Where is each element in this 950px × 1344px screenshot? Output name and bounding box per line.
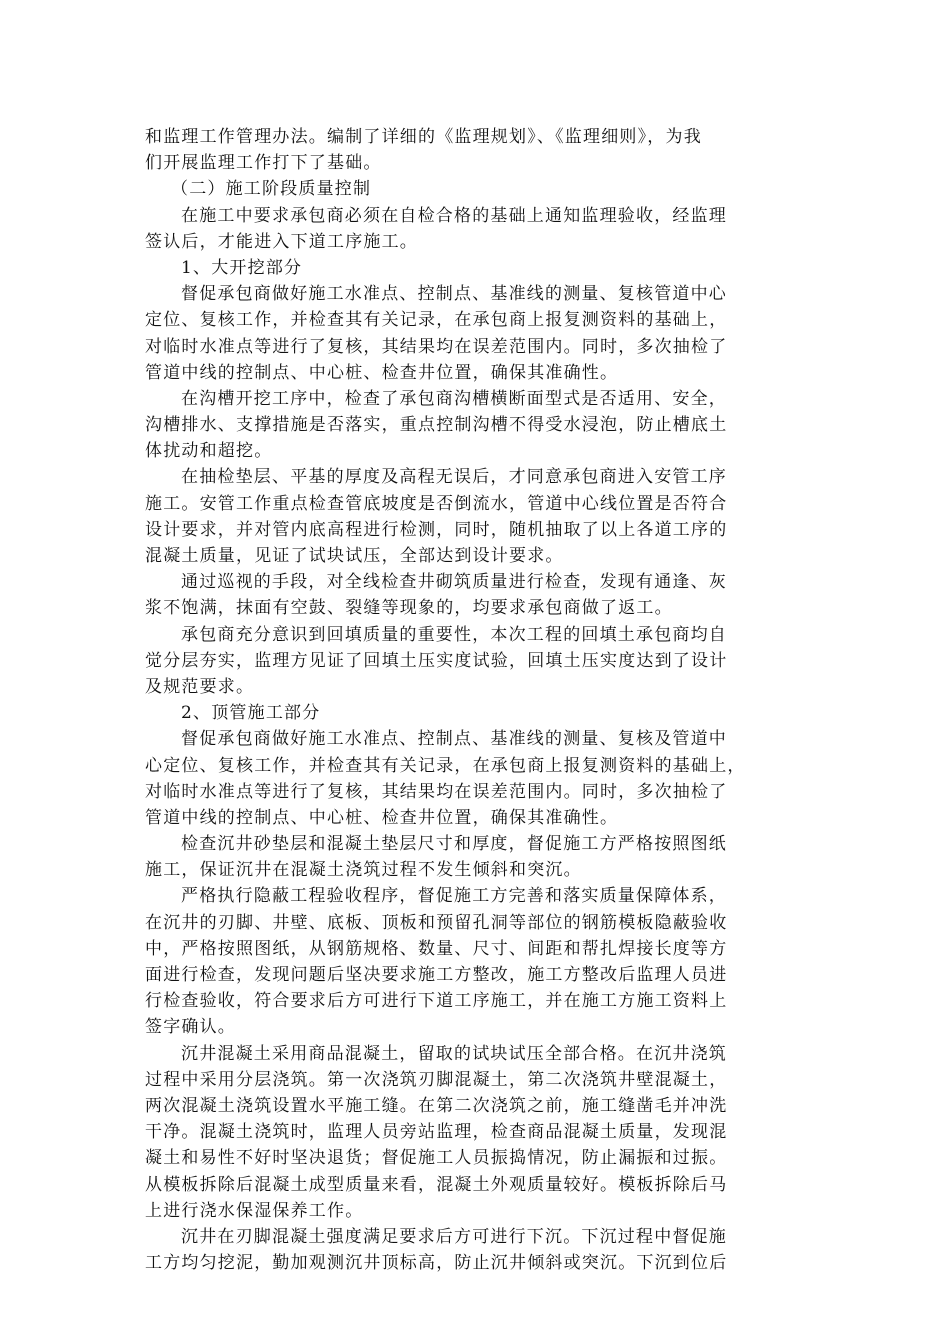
text-line: 管道中线的控制点、中心桩、检查井位置，确保其准确性。 [145,807,619,828]
text-line: 体扰动和超挖。 [145,441,273,462]
text-line: 在施工中要求承包商必须在自检合格的基础上通知监理验收，经监理 [181,205,727,226]
text-line: 在沉井的刃脚、井壁、底板、顶板和预留孔洞等部位的钢筋模板隐蔽验收 [145,912,728,933]
text-line: 2、顶管施工部分 [181,703,321,724]
text-line: 及规范要求。 [145,676,255,697]
text-line: 上进行浇水保湿保养工作。 [145,1200,364,1221]
text-line: 施工，保证沉井在混凝土浇筑过程不发生倾斜和突沉。 [145,860,582,881]
text-line: （二）施工阶段质量控制 [171,179,372,200]
text-line: 沉井在刃脚混凝土强度满足要求后方可进行下沉。下沉过程中督促施 [181,1226,727,1247]
text-line: 行检查验收，符合要求后方可进行下道工序施工，并在施工方施工资料上 [145,991,728,1012]
text-line: 施工。安管工作重点检查管底坡度是否倒流水，管道中心线位置是否符合 [145,493,728,514]
text-line: 严格执行隐蔽工程验收程序，督促施工方完善和落实质量保障体系， [181,886,727,907]
document-body [145,124,813,1276]
text-line: 签字确认。 [145,1017,236,1038]
text-line: 在抽检垫层、平基的厚度及高程无误后，才同意承包商进入安管工序 [181,467,727,488]
text-line: 在沟槽开挖工序中，检查了承包商沟槽横断面型式是否适用、安全， [181,388,727,409]
text-line: 检查沉井砂垫层和混凝土垫层尺寸和厚度，督促施工方严格按照图纸 [181,834,727,855]
text-line: 定位、复核工作，并检查其有关记录，在承包商上报复测资料的基础上， [145,310,728,331]
text-line: 从模板拆除后混凝土成型质量来看，混凝土外观质量较好。模板拆除后马 [145,1174,728,1195]
text-line: 对临时水准点等进行了复核，其结果均在误差范围内。同时，多次抽检了 [145,336,728,357]
text-line: 1、大开挖部分 [181,257,303,278]
text-line: 两次混凝土浇筑设置水平施工缝。在第二次浇筑之前，施工缝凿毛并冲洗 [145,1095,728,1116]
text-line: 中，严格按照图纸，从钢筋规格、数量、尺寸、间距和帮扎焊接长度等方 [145,938,728,959]
text-line: 和监理工作管理办法。编制了详细的《监理规划》、《监理细则》，为我 [145,127,702,147]
text-line: 对临时水准点等进行了复核，其结果均在误差范围内。同时，多次抽检了 [145,781,728,802]
text-line: 面进行检查，发现问题后坚决要求施工方整改，施工方整改后监理人员进 [145,965,728,985]
text-line: 工方均匀挖泥，勤加观测沉井顶标高，防止沉井倾斜或突沉。下沉到位后 [145,1253,728,1274]
text-line: 签认后，才能进入下道工序施工。 [145,231,418,252]
text-line: 沟槽排水、支撑措施是否落实，重点控制沟槽不得受水浸泡，防止槽底土 [145,415,728,436]
text-line: 通过巡视的手段，对全线检查井砌筑质量进行检查，发现有通逢、灰 [181,572,727,593]
text-line: 沉井混凝土采用商品混凝土，留取的试块试压全部合格。在沉井浇筑 [181,1043,727,1064]
text-line: 管道中线的控制点、中心桩、检查井位置，确保其准确性。 [145,362,619,383]
text-line: 承包商充分意识到回填质量的重要性，本次工程的回填土承包商均自 [181,624,727,645]
text-line: 觉分层夯实，监理方见证了回填土压实度试验，回填土压实度达到了设计 [145,650,728,671]
text-line: 浆不饱满，抹面有空鼓、裂缝等现象的，均要求承包商做了返工。 [145,598,673,619]
text-line: 们开展监理工作打下了基础。 [145,153,382,174]
text-line: 过程中采用分层浇筑。第一次浇筑刃脚混凝土，第二次浇筑井壁混凝土， [145,1069,728,1090]
text-line: 凝土和易性不好时坚决退货；督促施工人员振捣情况，防止漏振和过振。 [145,1148,728,1169]
text-line: 混凝土质量，见证了试块试压，全部达到设计要求。 [145,546,564,566]
text-line: 心定位、复核工作，并检查其有关记录，在承包商上报复测资料的基础上， [145,755,746,776]
text-line: 干净。混凝土浇筑时，监理人员旁站监理，检查商品混凝土质量，发现混 [145,1122,728,1143]
text-line: 督促承包商做好施工水准点、控制点、基准线的测量、复核及管道中 [181,729,727,750]
text-line: 督促承包商做好施工水准点、控制点、基准线的测量、复核管道中心 [181,284,727,305]
text-line: 设计要求，并对管内底高程进行检测，同时，随机抽取了以上各道工序的 [145,519,728,540]
